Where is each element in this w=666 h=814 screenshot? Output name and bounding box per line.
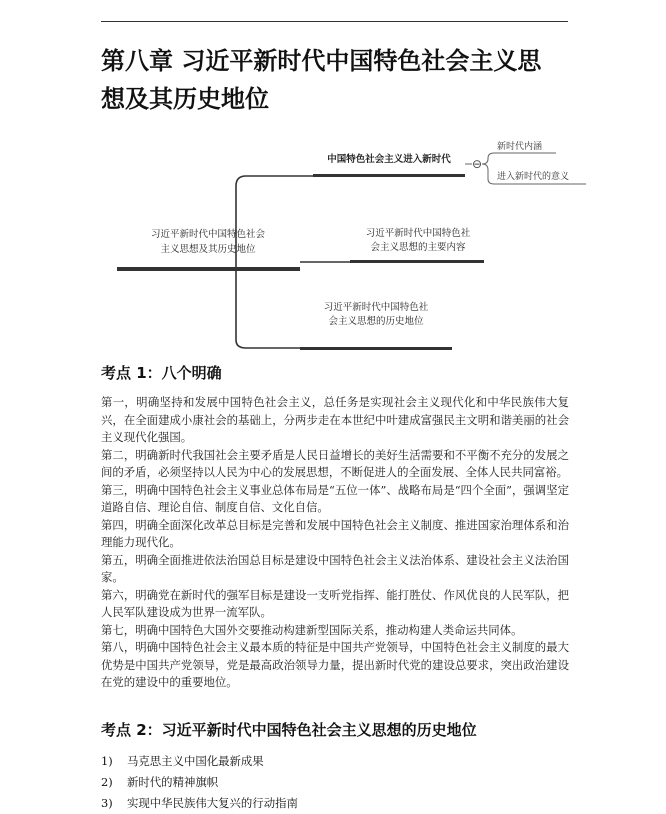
branch3-underline xyxy=(300,347,452,350)
eight-points xyxy=(101,394,569,692)
chapter-title-line2: 想及其历史地位 xyxy=(101,85,269,113)
list-item-number: 3) xyxy=(101,796,113,810)
branch2-node-line2[interactable]: 会主义思想的主要内容 xyxy=(370,242,466,253)
root-node-line2[interactable]: 主义思想及其历史地位 xyxy=(160,244,256,255)
branch3-node-line2[interactable]: 会主义思想的历史地位 xyxy=(328,316,424,327)
branch3-node-line1[interactable]: 习近平新时代中国特色社 xyxy=(323,302,429,313)
list-item xyxy=(101,751,569,772)
top-rule xyxy=(101,21,568,22)
list-item-text: 马克思主义中国化最新成果 xyxy=(127,754,264,768)
root-node-line1[interactable]: 习近平新时代中国特色社会 xyxy=(150,229,266,240)
list-item-number: 1) xyxy=(101,754,113,768)
branch1-underline xyxy=(313,174,465,177)
leaf-node-1[interactable]: 新时代内涵 xyxy=(497,142,543,152)
section1-heading: 考点 1：八个明确 xyxy=(101,364,222,382)
branch2-node-line1[interactable]: 习近平新时代中国特色社 xyxy=(365,228,471,239)
point-6: 第六，明确党在新时代的强军目标是建设一支听党指挥、能打胜仗、作风优良的人民军队，把人民军队建设成为世界一流军队。 xyxy=(101,587,569,619)
connector-branch3 xyxy=(236,270,300,348)
list-item-text: 新时代的精神旗帜 xyxy=(127,775,219,789)
chapter-title xyxy=(101,42,581,118)
chapter-title-line1: 第八章 习近平新时代中国特色社会主义思 xyxy=(101,47,542,75)
point-1: 第一，明确坚持和发展中国特色社会主义，总任务是实现社会主义现代化和中华民族伟大复兴，在全面建成小康社会的基础上，分两步走在本世纪中叶建成富强民主文明和谐美丽的社会主义现代化强国。 xyxy=(101,395,569,444)
point-3: 第三，明确中国特色社会主义事业总体布局是“五位一体”、战略布局是“四个全面”，强调坚定道路自信、理论自信、制度自信、文化自信。 xyxy=(101,482,569,514)
connector-branch1 xyxy=(236,176,313,270)
historical-status-list xyxy=(101,751,569,814)
root-underline xyxy=(117,267,300,271)
list-item xyxy=(101,772,569,793)
point-5: 第五，明确全面推进依法治国总目标是建设中国特色社会主义法治体系、建设社会主义法治国家。 xyxy=(101,552,569,584)
branch1-node[interactable]: 中国特色社会主义进入新时代 xyxy=(327,154,451,165)
branch2-underline xyxy=(350,260,484,263)
section2-heading: 考点 2：习近平新时代中国特色社会主义思想的历史地位 xyxy=(101,721,477,739)
collapse-icon[interactable]: ⊖ xyxy=(471,157,483,171)
point-4: 第四，明确全面深化改革总目标是完善和发展中国特色社会主义制度、推进国家治理体系和治理能力现代化。 xyxy=(101,517,569,549)
list-item-number: 2) xyxy=(101,775,113,789)
point-2: 第二，明确新时代我国社会主要矛盾是人民日益增长的美好生活需要和不平衡不充分的发展之间的矛盾，必须坚持以人民为中心的发展思想，不断促进人的全面发展、全体人民共同富裕。 xyxy=(101,447,569,479)
point-7: 第七，明确中国特色大国外交要推动构建新型国际关系，推动构建人类命运共同体。 xyxy=(101,622,523,637)
leaf-node-2[interactable]: 进入新时代的意义 xyxy=(497,172,570,182)
connector-leaf1 xyxy=(482,153,556,164)
mind-map xyxy=(0,140,666,355)
point-8: 第八，明确中国特色社会主义最本质的特征是中国共产党领导，中国特色社会主义制度的最大优势是中国共产党领导，党是最高政治领导力量，提出新时代党的建设总要求，突出政治建设在党的建设中的重要地位。 xyxy=(101,640,569,689)
list-item-text: 实现中华民族伟大复兴的行动指南 xyxy=(127,796,298,810)
